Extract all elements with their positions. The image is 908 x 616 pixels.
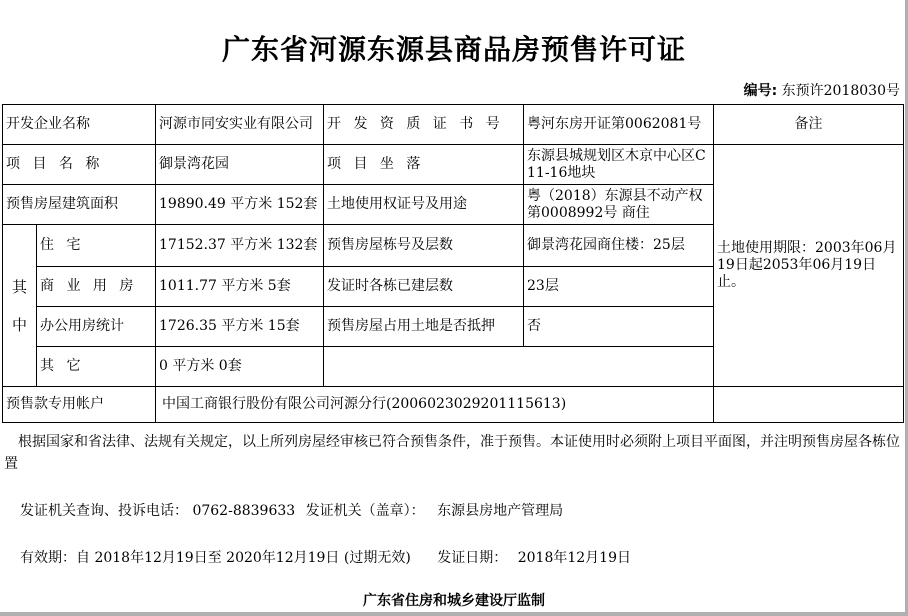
commercial-label: 商 业 用 房 <box>37 267 156 307</box>
issuer-label: 发证机关（盖章）： <box>305 503 425 519</box>
project-name-value: 御景湾花园 <box>156 145 324 185</box>
building-value: 御景湾花园商住楼：25层 <box>524 225 714 267</box>
window-edge-bottom <box>0 612 908 616</box>
permit-table <box>2 104 904 423</box>
remarks-label: 备注 <box>714 105 904 145</box>
validity-to: 2020年12月19日 <box>226 550 340 566</box>
contact-line <box>20 500 563 520</box>
project-name-label: 项 目 名 称 <box>3 145 156 185</box>
built-floors-value: 23层 <box>524 267 714 307</box>
other-value: 0 平方米 0套 <box>156 347 324 387</box>
validity-note: (过期无效) <box>343 550 411 566</box>
presale-area-label: 预售房屋建筑面积 <box>3 185 156 225</box>
among-char-2: 中 <box>11 315 27 334</box>
land-cert-value: 粤（2018）东源县不动产权第0008992号 商住 <box>524 185 714 225</box>
empty-cell <box>714 387 904 423</box>
residential-label: 住 宅 <box>37 225 156 267</box>
phone-label: 发证机关查询、投诉电话： <box>20 503 188 519</box>
developer-value: 河源市同安实业有限公司 <box>156 105 324 145</box>
issue-date-label: 发证日期： <box>437 550 508 566</box>
certificate-number-label: 编号: <box>743 83 778 99</box>
commercial-value: 1011.77 平方米 5套 <box>156 267 324 307</box>
among-label <box>3 225 37 387</box>
issue-date-value: 2018年12月19日 <box>517 550 631 566</box>
qualification-label: 开 发 资 质 证 书 号 <box>324 105 524 145</box>
built-floors-label: 发证时各栋已建层数 <box>324 267 524 307</box>
account-label: 预售款专用帐户 <box>3 387 156 423</box>
supervisor-footer: 广东省住房和城乡建设厅监制 <box>363 593 545 609</box>
empty-cell <box>324 347 714 387</box>
other-label: 其 它 <box>37 347 156 387</box>
mortgage-value: 否 <box>524 307 714 347</box>
land-cert-label: 土地使用权证号及用途 <box>324 185 524 225</box>
certificate-number <box>744 80 900 100</box>
building-label: 预售房屋栋号及层数 <box>324 225 524 267</box>
presale-area-value: 19890.49 平方米 152套 <box>156 185 324 225</box>
among-char-1: 其 <box>11 277 27 296</box>
page-title: 广东省河源东源县商品房预售许可证 <box>221 33 686 66</box>
mortgage-label: 预售房屋占用土地是否抵押 <box>324 307 524 347</box>
qualification-value: 粤河东房开证第0062081号 <box>524 105 714 145</box>
developer-label: 开发企业名称 <box>3 105 156 145</box>
validity-line <box>20 547 631 567</box>
table-row <box>3 105 904 145</box>
table-row <box>3 387 904 423</box>
remarks-value: 土地使用期限：2003年06月19日起2053年06月19日止。 <box>714 145 904 387</box>
residential-value: 17152.37 平方米 132套 <box>156 225 324 267</box>
table-row <box>3 145 904 185</box>
validity-label: 有效期：自 <box>20 550 90 566</box>
office-label: 办公用房统计 <box>37 307 156 347</box>
phone-value: 0762-8839633 <box>192 503 296 519</box>
certificate-number-value: 东预许2018030号 <box>781 83 900 99</box>
account-value: 中国工商银行股份有限公司河源分行(2006023029201115613) <box>156 387 714 423</box>
validity-from: 2018年12月19日至 <box>94 550 222 566</box>
project-location-value: 东源县城规划区木京中心区C11-16地块 <box>524 145 714 185</box>
issuer-value: 东源县房地产管理局 <box>437 503 564 519</box>
statement-text: 根据国家和省法律、法规有关规定，以上所列房屋经审核已符合预售条件，准于预售。本证使用时必须附上项目平面图，并注明预售房屋各栋位置 <box>4 434 900 472</box>
office-value: 1726.35 平方米 15套 <box>156 307 324 347</box>
project-location-label: 项 目 坐 落 <box>324 145 524 185</box>
